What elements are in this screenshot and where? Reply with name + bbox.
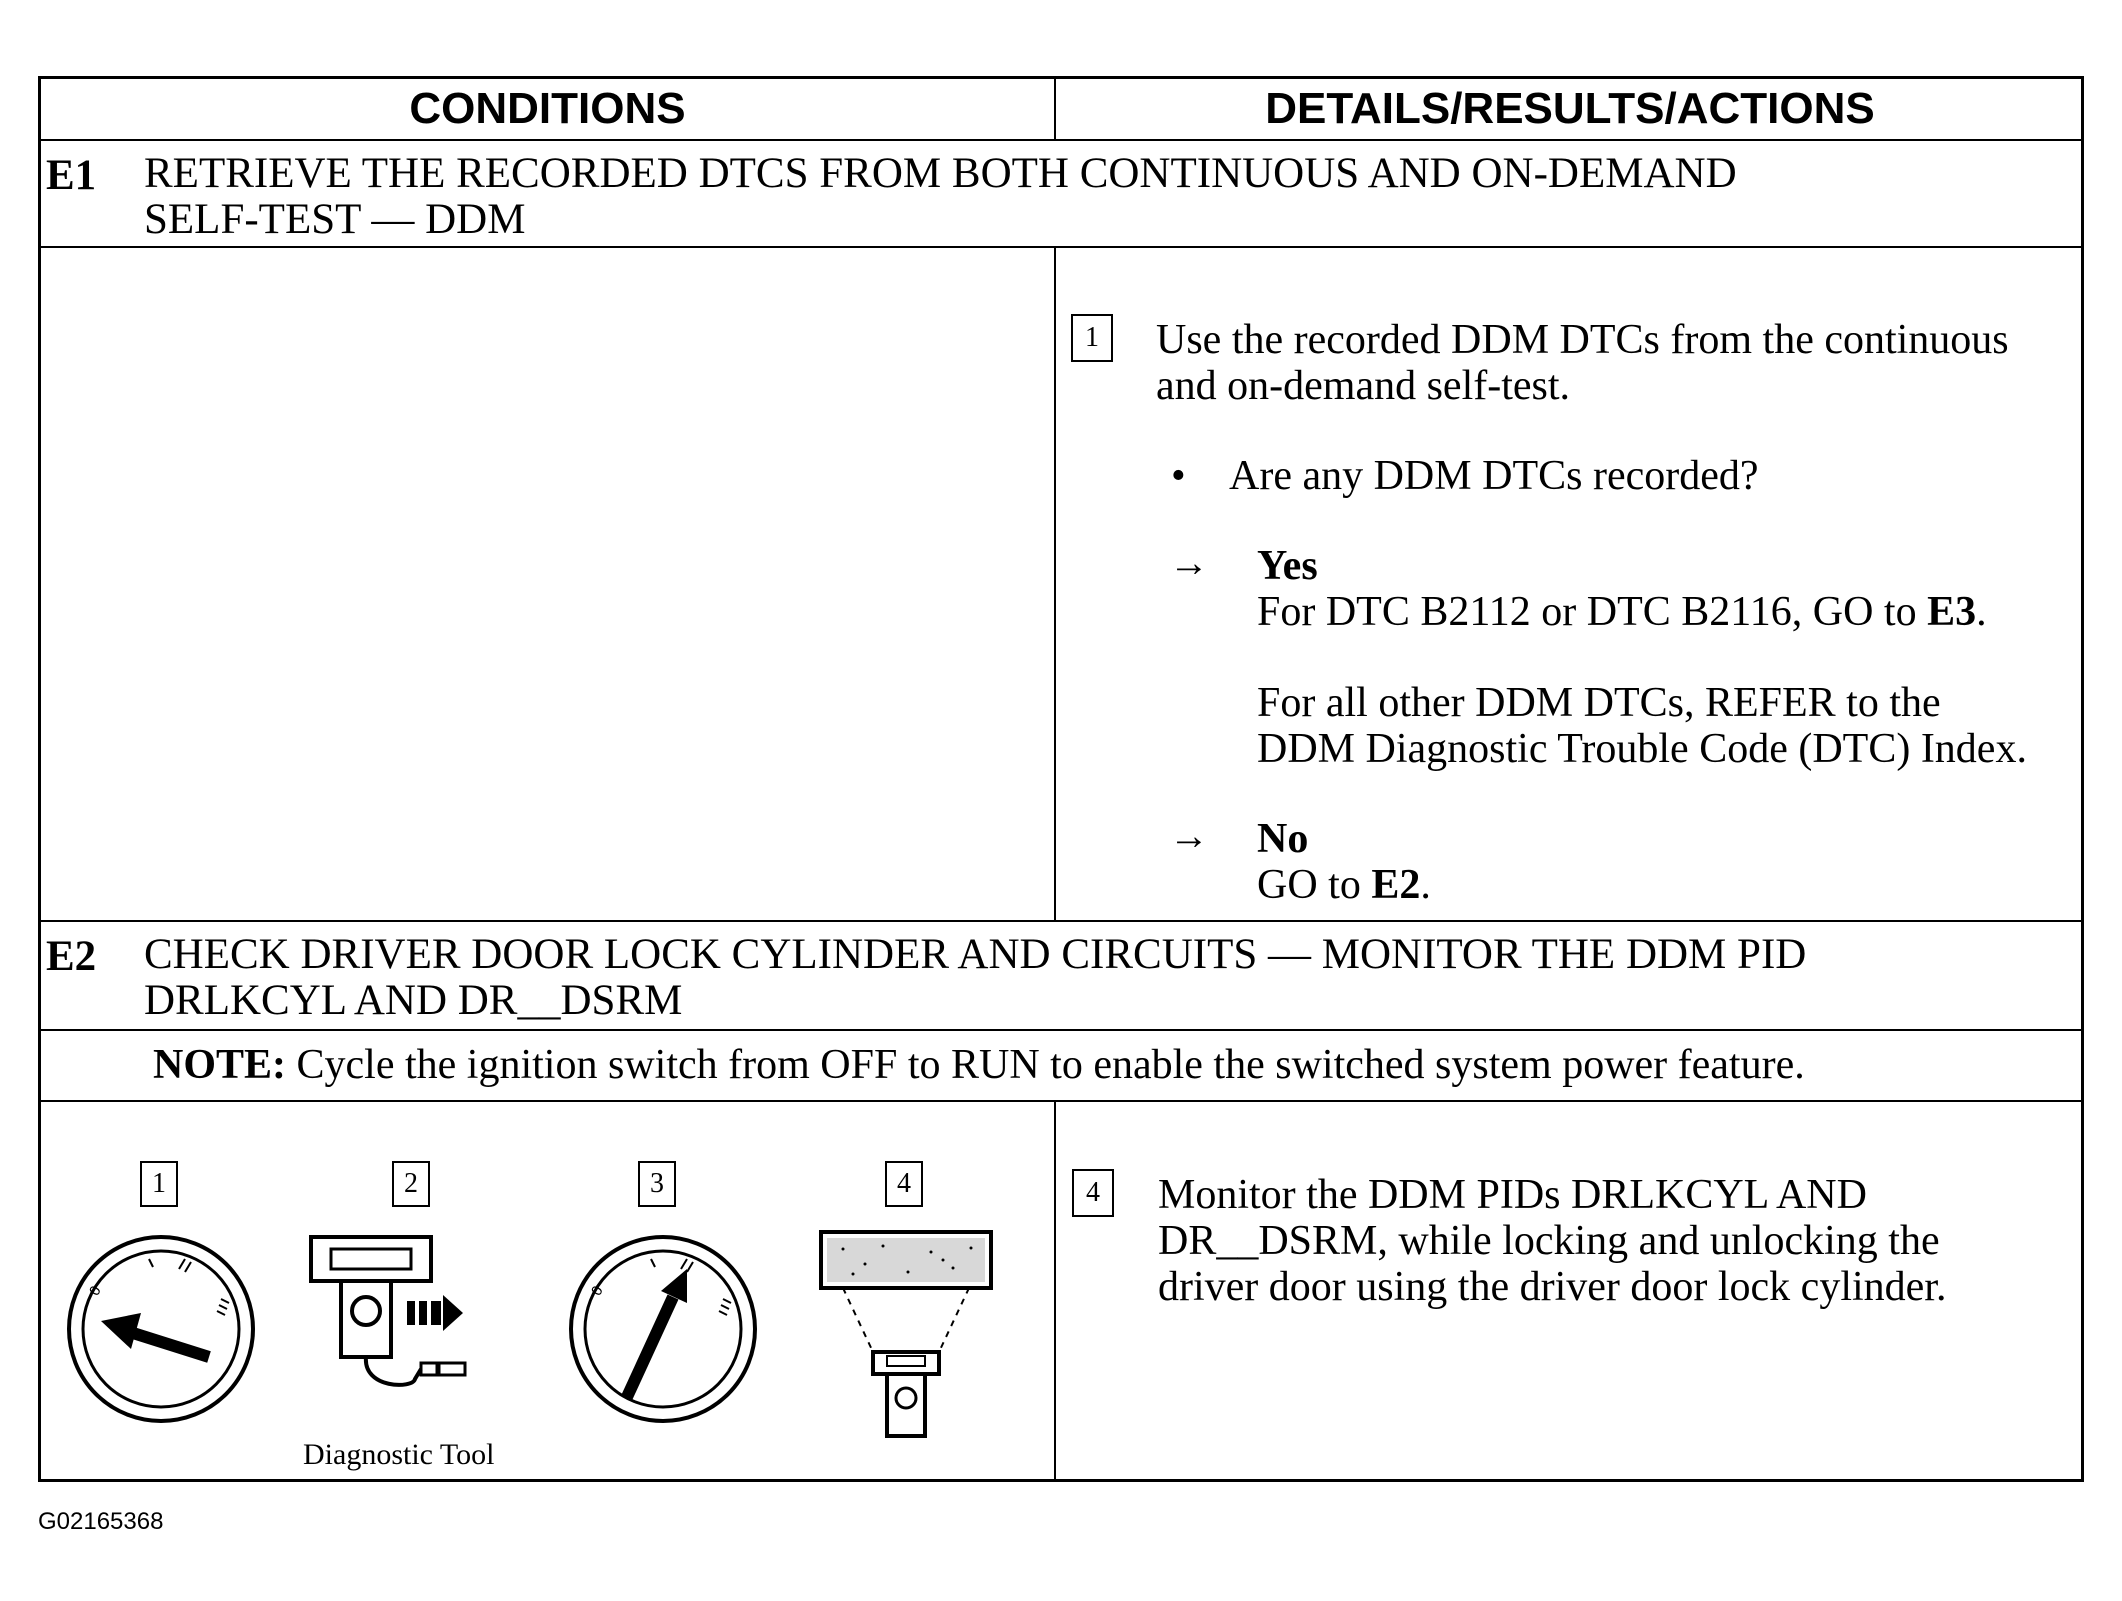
e2-instruction-line1: Monitor the DDM PIDs DRLKCYL AND (1158, 1172, 1867, 1218)
step-number-box-4: 4 (1072, 1169, 1114, 1217)
ref-e3[interactable]: E3 (1927, 589, 1977, 635)
e1-question: Are any DDM DTCs recorded? (1229, 453, 1759, 499)
yes-action-line1: For DTC B2112 or DTC B2116, GO to E3. (1257, 589, 1987, 635)
note-text: Cycle the ignition switch from OFF to RUN to enable the switched system power feature. (286, 1042, 1805, 1088)
diagnostic-table (38, 76, 2084, 1482)
figure-number-3: 3 (638, 1161, 676, 1207)
e2-title-line2: DRLKCYL AND DR__DSRM (144, 977, 683, 1024)
step-number-box: 1 (1071, 314, 1113, 362)
figure-number-1: 1 (140, 1161, 178, 1207)
yes-arrow-icon: → (1169, 540, 1209, 585)
yes-label: Yes (1257, 543, 1318, 589)
e2-instruction-line2: DR__DSRM, while locking and unlocking the (1158, 1218, 1940, 1264)
bullet: • (1171, 453, 1186, 499)
no-arrow-icon: → (1169, 813, 1209, 858)
ignition-run-icon (563, 1229, 763, 1429)
scan-tool-display-icon (813, 1224, 1003, 1444)
ref-e2[interactable]: E2 (1371, 862, 1421, 908)
no-label: No (1257, 816, 1309, 862)
e2-title-line1: CHECK DRIVER DOOR LOCK CYLINDER AND CIRCUITS — MONITOR THE DDM PID (144, 931, 1807, 978)
figure-number-2: 2 (392, 1161, 430, 1207)
e1-instruction-line2: and on-demand self-test. (1156, 363, 1571, 409)
note-label: NOTE: (153, 1042, 287, 1088)
note (153, 1042, 1805, 1088)
step-id-e2: E2 (46, 933, 97, 980)
figure-number-4: 4 (885, 1161, 923, 1207)
details-header: DETAILS/RESULTS/ACTIONS (1265, 84, 1875, 133)
e2-instruction-line3: driver door using the driver door lock cylinder. (1158, 1264, 1947, 1310)
diagnostic-tool-icon (303, 1229, 533, 1429)
ignition-off-icon (61, 1229, 261, 1429)
conditions-header: CONDITIONS (409, 84, 686, 133)
diagnostic-tool-caption: Diagnostic Tool (303, 1438, 495, 1471)
step-id-e1: E1 (46, 152, 97, 199)
no-action-line: GO to E2. (1257, 862, 1431, 908)
yes-action-line3: DDM Diagnostic Trouble Code (DTC) Index. (1257, 726, 2027, 772)
e1-title-line1: RETRIEVE THE RECORDED DTCS FROM BOTH CONTINUOUS AND ON-DEMAND (144, 150, 1737, 197)
svg-text:0: 0 (588, 1283, 607, 1299)
e1-title-line2: SELF-TEST — DDM (144, 196, 526, 243)
svg-text:0: 0 (86, 1283, 105, 1299)
figure-id: G02165368 (38, 1508, 164, 1535)
yes-action-line2: For all other DDM DTCs, REFER to the (1257, 680, 1941, 726)
e1-instruction-line1: Use the recorded DDM DTCs from the continuous (1156, 317, 2009, 363)
